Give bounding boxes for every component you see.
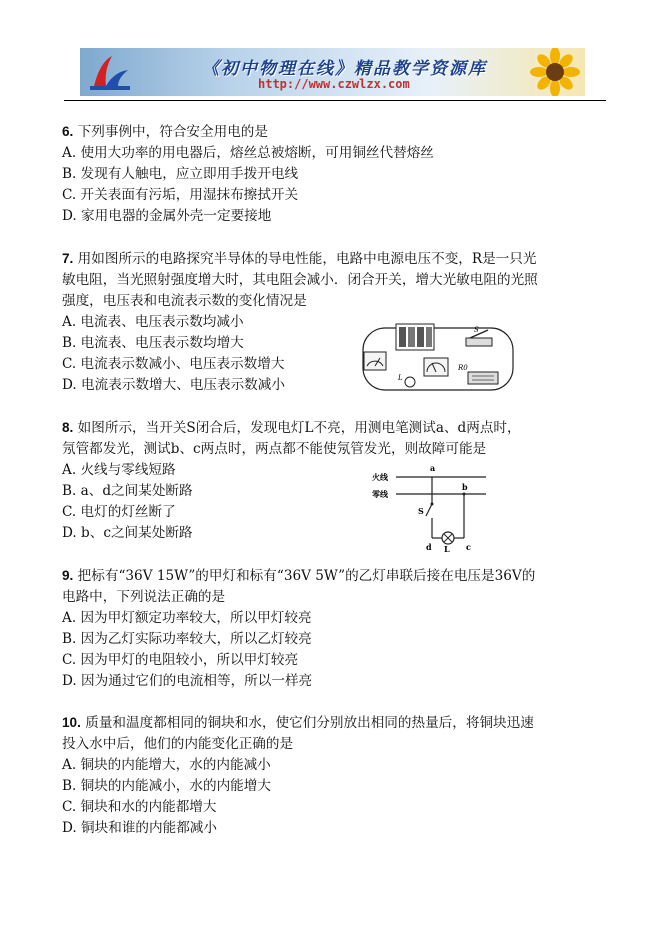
- banner-url: http://www.czwlzx.com: [258, 77, 410, 91]
- option-a: A. 电流表、电压表示数均减小: [62, 314, 244, 330]
- point-c-label: c: [466, 542, 471, 552]
- option-d: D. 铜块和谁的内能都减小: [62, 820, 217, 836]
- lamp-label: L: [444, 544, 450, 554]
- option-a: A. 使用大功率的用电器后，熔丝总被熔断，可用铜丝代替熔丝: [62, 145, 434, 161]
- circuit-figure-q7: [358, 322, 518, 394]
- option-c: C. 电流表示数减小、电压表示数增大: [62, 356, 285, 372]
- header-rule: [64, 100, 606, 101]
- option-b: B. 因为乙灯实际功率较大，所以乙灯较亮: [62, 631, 312, 647]
- option-a: A. 火线与零线短路: [62, 462, 176, 478]
- option-c: C. 电灯的灯丝断了: [62, 504, 176, 520]
- photoresistor: [457, 364, 498, 384]
- question-6: [62, 121, 612, 227]
- option-a: A. 铜块的内能增大，水的内能减小: [62, 757, 271, 773]
- bulb: [397, 374, 415, 387]
- option-b: B. a、d之间某处断路: [62, 483, 193, 499]
- question-number: 8.: [62, 420, 74, 435]
- photoresistor-label: R0: [458, 364, 468, 372]
- option-d: D. 家用电器的金属外壳一定要接地: [62, 208, 272, 224]
- switch-label: S: [474, 326, 479, 334]
- option-b: B. 电流表、电压表示数均增大: [62, 335, 244, 351]
- option-c: C. 铜块和水的内能都增大: [62, 799, 217, 815]
- battery-pack: [396, 324, 434, 350]
- point-a-label: a: [430, 463, 436, 473]
- question-stem-line: 强度，电压表和电流表示数的变化情况是: [62, 293, 307, 309]
- ammeter: [364, 352, 386, 370]
- option-c: C. 开关表面有污垢，用湿抹布擦拭开关: [62, 187, 299, 203]
- question-stem: 7. 用如图所示的电路探究半导体的导电性能，电路中电源电压不变，R是一只光: [62, 251, 537, 267]
- question-stem: 9. 把标有“36V 15W”的甲灯和标有“36V 5W”的乙灯串联后接在电压是36V的: [62, 568, 536, 584]
- question-stem: 8. 如图所示，当开关S闭合后，发现电灯L不亮，用测电笔测试a、d两点时，: [62, 420, 521, 436]
- switch: [466, 326, 492, 346]
- wiring-figure-q8: [370, 462, 488, 554]
- option-a: A. 因为甲灯额定功率较大，所以甲灯较亮: [62, 610, 312, 626]
- option-b: B. 铜块的内能减小，水的内能增大: [62, 778, 271, 794]
- question-7: [62, 248, 612, 396]
- question-10: [62, 712, 612, 839]
- banner-title: 《初中物理在线》精品教学资源库: [202, 59, 487, 79]
- question-number: 7.: [62, 251, 74, 266]
- question-stem-line: 敏电阻，当光照射强度增大时，其电阻会减小．闭合开关，增大光敏电阻的光照: [62, 272, 538, 288]
- point-b-label: b: [462, 482, 468, 492]
- neutral-wire-label: 零线: [372, 490, 388, 499]
- sunflower-icon: [525, 48, 583, 96]
- question-stem-line: 电路中，下列说法正确的是: [62, 589, 226, 605]
- option-d: D. 电流表示数增大、电压表示数减小: [62, 377, 285, 393]
- question-stem: 6. 下列事例中，符合安全用电的是: [62, 124, 268, 140]
- bulb-label: L: [398, 374, 403, 382]
- option-b: B. 发现有人触电，应立即用手拨开电线: [62, 166, 299, 182]
- question-9: [62, 565, 612, 692]
- logo-icon: [88, 52, 132, 92]
- question-number: 9.: [62, 568, 74, 583]
- live-wire-label: 火线: [372, 473, 388, 482]
- option-c: C. 因为甲灯的电阻较小，所以甲灯较亮: [62, 652, 299, 668]
- option-d: D. b、c之间某处断路: [62, 525, 193, 541]
- switch-blade: [426, 504, 432, 516]
- question-stem-line: 投入水中后，他们的内能变化正确的是: [62, 736, 294, 752]
- question-stem: 10. 质量和温度都相同的铜块和水，使它们分别放出相同的热量后，将铜块迅速: [62, 715, 534, 731]
- header-banner: [80, 48, 585, 96]
- voltmeter: [424, 358, 448, 376]
- option-d: D. 因为通过它们的电流相等，所以一样亮: [62, 673, 313, 689]
- question-number: 10.: [62, 715, 81, 730]
- question-number: 6.: [62, 124, 74, 139]
- question-8: [62, 417, 612, 544]
- question-stem-line: 氖管都发光，测试b、c两点时，两点都不能使氖管发光，则故障可能是: [62, 441, 487, 457]
- point-d-label: d: [426, 542, 432, 552]
- switch-label: S: [418, 506, 424, 516]
